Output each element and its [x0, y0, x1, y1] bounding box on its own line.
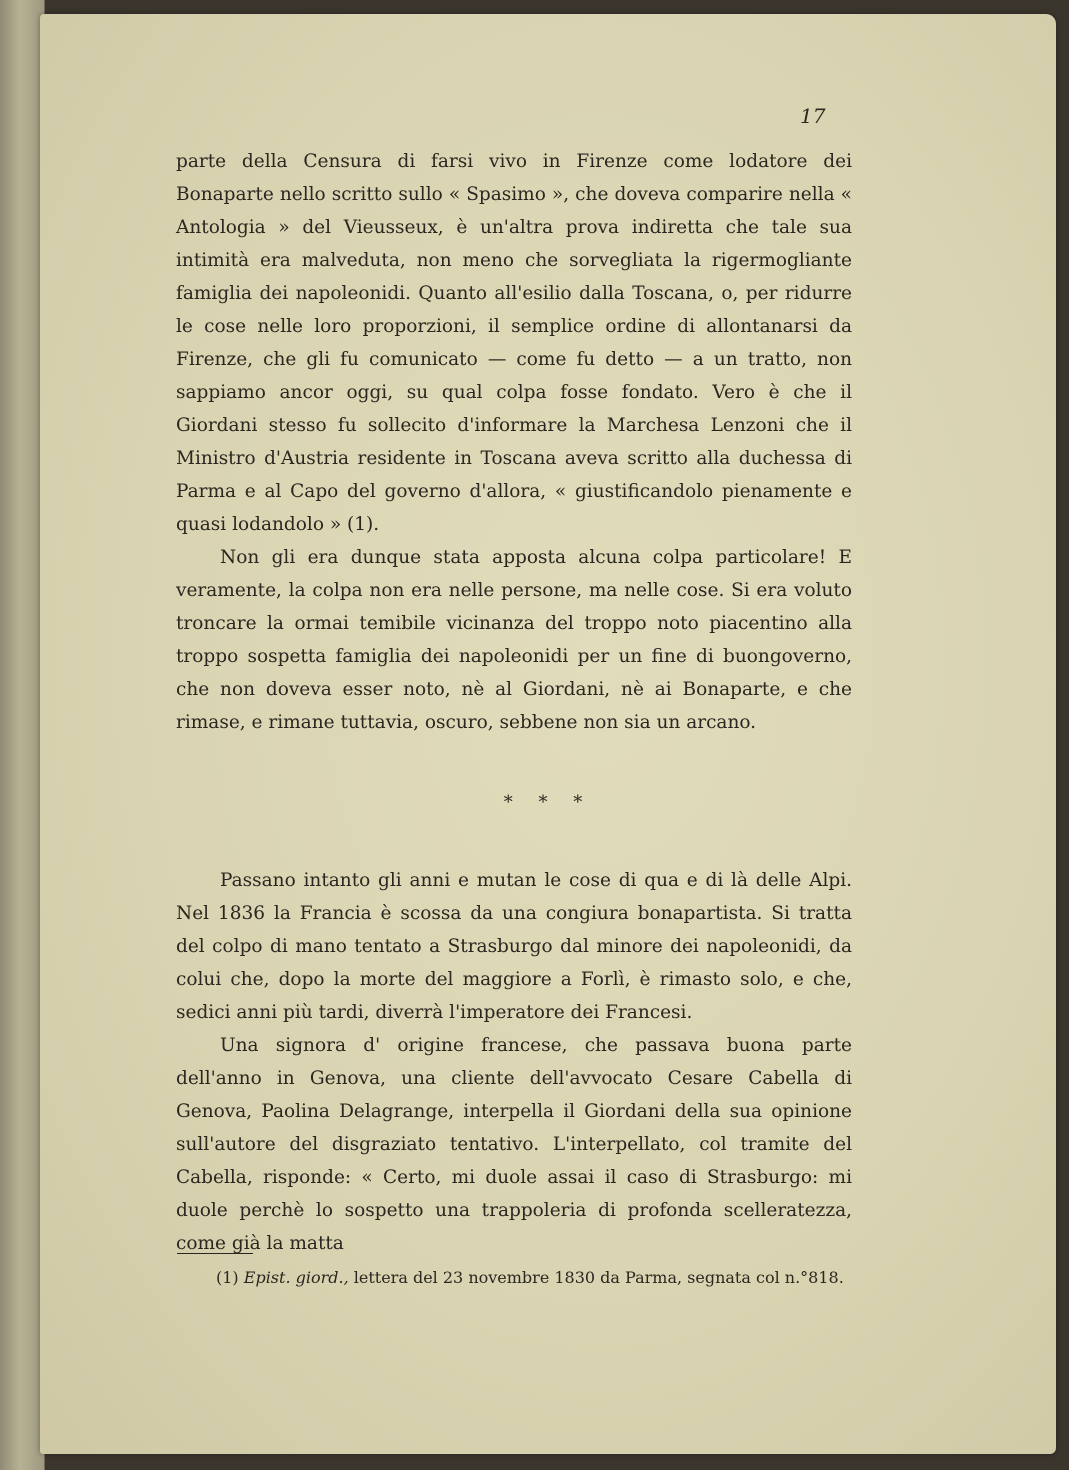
paragraph-2: Non gli era dunque stata apposta alcuna colpa particolare! E veramente, la colpa non era nelle persone, ma nelle cose. Si era voluto troncare la ormai temibile vicinanza del troppo noto piacentino alla troppo sospetta famiglia dei napoleonidi per un fine di buongoverno, che non doveva esser noto, nè al Giordani, nè ai Bonaparte, e che rimase, e rimane tuttavia, oscuro, sebbene non sia un arcano.: [176, 547, 852, 733]
paragraph-4: Una signora d' origine francese, che passava buona parte dell'anno in Genova, una cliente dell'avvocato Cesare Cabella di Genova, Paolina Delagrange, interpella il Giordani della sua opinione sull'autore del disgraziato tentativo. L'interpellato, col tramite del Cabella, risponde: « Certo, mi duole assai il caso di Strasburgo: mi duole perchè lo sospetto una trappoleria di profonda scelleratezza, come già la matta: [176, 1035, 852, 1254]
paragraph-1: parte della Censura di farsi vivo in Firenze come lodatore dei Bonaparte nello scritto sullo « Spasimo », che doveva comparire nella « Antologia » del Vieusseux, è un'altra prova indiretta che tale sua intimità era malveduta, non meno che sorvegliata la rigermogliante famiglia dei napoleonidi. Quanto all'esilio dalla Toscana, o, per ridurre le cose nelle loro proporzioni, il semplice ordine di allontanarsi da Firenze, che gli fu comunicato — come fu detto — a un tratto, non sappiamo ancor oggi, su qual colpa fosse fondato. Vero è che il Giordani stesso fu sollecito d'informare la Marchesa Lenzoni che il Ministro d'Austria residente in Toscana aveva scritto alla duchessa di Parma e al Capo del governo d'allora, « giustificandolo pienamente e quasi lodandolo » (1).: [176, 151, 852, 535]
main-text: [176, 145, 852, 739]
footnote-separator: [177, 1253, 253, 1254]
page-content: [40, 14, 1056, 1454]
previous-page-edge: [0, 0, 45, 1470]
footnote-marker: (1): [216, 1268, 239, 1287]
paragraph-3: Passano intanto gli anni e mutan le cose di qua e di là delle Alpi. Nel 1836 la Francia è scossa da una congiura bonapartista. Si tratta del colpo di mano tentato a Strasburgo dal minore dei napoleonidi, da colui che, dopo la morte del maggiore a Forlì, è rimasto solo, e che, sedici anni più tardi, diverrà l'imperatore dei Francesi.: [176, 870, 852, 1023]
section-divider-asterism: * * *: [503, 792, 593, 813]
footnote: [216, 1266, 856, 1290]
section-two-text: [176, 864, 852, 1260]
footnote-text: lettera del 23 novembre 1830 da Parma, segnata col n.°818.: [353, 1268, 844, 1287]
book-page: [40, 14, 1056, 1454]
page-number: 17: [800, 104, 826, 128]
footnote-source: Epist. giord.,: [243, 1268, 349, 1287]
